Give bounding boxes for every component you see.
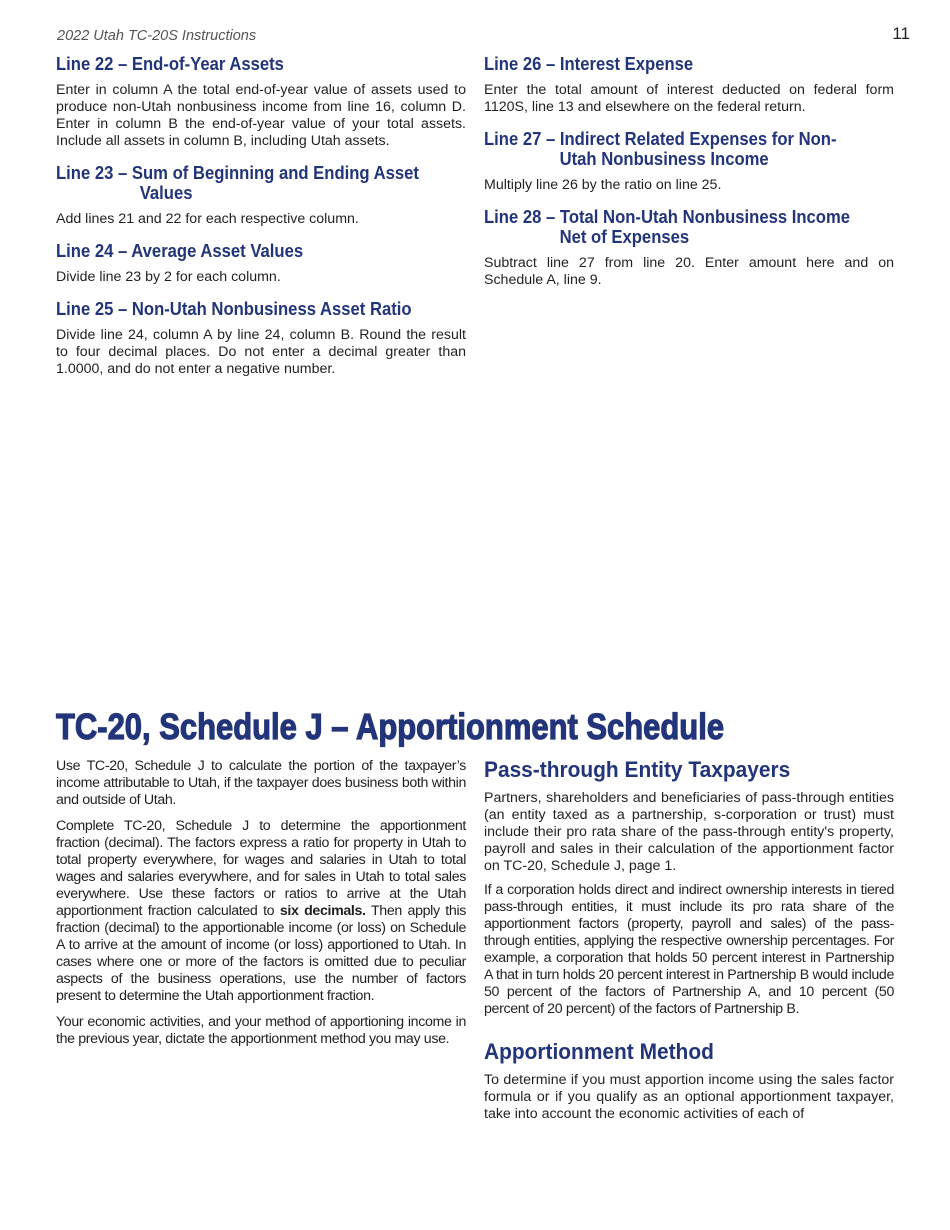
line-28-heading-text: Line 28 – Total Non-Utah Nonbusiness Income <box>484 206 851 227</box>
line-25-text: Divide line 24, column A by line 24, column B. Round the result to four decimal places. Do not enter a decimal greater than 1.0000, and do not enter a negative number. <box>56 327 466 377</box>
line-28-text: Subtract line 27 from line 20. Enter amount here and on Schedule A, line 9. <box>484 255 894 288</box>
line-25-heading: Line 25 – Non-Utah Nonbusiness Asset Ratio <box>56 298 412 319</box>
apportionment-method-heading: Apportionment Method <box>484 1039 714 1064</box>
line-26-heading: Line 26 – Interest Expense <box>484 53 694 74</box>
schedule-j-intro: Use TC-20, Schedule J to calculate the portion of the taxpayer’s income attributable to Utah, if the taxpayer does business both within and outside of Utah. <box>56 758 466 808</box>
page-number: 11 <box>892 24 910 43</box>
schedule-j-economic-activities: Your economic activities, and your method of apportioning income in the previous year, dictate the apportionment method you may use. <box>56 1014 466 1047</box>
pass-through-paragraph-1: Partners, shareholders and beneficiaries of pass-through entities (an entity taxed as a partnership, s-corporation or trust) must include their pro rata share of the pass-through entity's property, payroll and sales in their calculation of the apportionment factor on TC-20, Schedule J, page 1. <box>484 790 894 874</box>
complete-text-2: Then apply this fraction (decimal) to the apportionable income (or loss) on Schedule A to arrive at the amount of income (or loss) apportioned to Utah. In cases where one or more of the factors is omitted due to peculiar aspects of the business operations, use the number of factors present to determine the Utah apportionment fraction. <box>56 903 466 1004</box>
line-28-heading <box>484 207 853 247</box>
line-24-heading: Line 24 – Average Asset Values <box>56 240 304 261</box>
schedule-j-complete-paragraph <box>56 818 466 1005</box>
line-22-heading: Line 22 – End-of-Year Assets <box>56 53 284 74</box>
line-27-heading <box>484 129 853 169</box>
line-22-text: Enter in column A the total end-of-year value of assets used to produce non-Utah nonbusiness income from line 16, column D. Enter in column B the end-of-year value of your total assets. Include all assets in column B, including Utah assets. <box>56 82 466 149</box>
schedule-j-title: TC-20, Schedule J – Apportionment Schedule <box>56 706 725 747</box>
line-27-heading-text: Line 27 – Indirect Related Expenses for Non- <box>484 128 837 149</box>
pass-through-paragraph-2: If a corporation holds direct and indirect ownership interests in tiered pass-through entities, it must include its pro rata share of the apportionment factors (property, payroll and sales) of the pass-through entities, applying the respective ownership percentages. For example, a corporation that holds 50 percent interest in Partnership A that in turn holds 20 percent interest in Partnership B would include 50 percent of the factors of Partnership A, and 10 percent (50 percent of 20 percent) of the factors of Partnership B. <box>484 882 894 1017</box>
complete-text-1: Complete TC-20, Schedule J to determine the apportionment fraction (decimal). The factors express a ratio for property in Utah to total property everywhere, for wages and salaries in Utah to total wages and salaries everywhere, and for sales in Utah to total sales everywhere. Use these factors or ratios to arrive at the Utah apportionment fraction calculated to <box>56 818 466 919</box>
pass-through-heading: Pass-through Entity Taxpayers <box>484 757 791 782</box>
line-23-heading-cont: Values <box>139 182 193 203</box>
line-23-text: Add lines 21 and 22 for each respective column. <box>56 211 359 227</box>
line-23-heading-text: Line 23 – Sum of Beginning and Ending Asset <box>56 162 419 183</box>
top-left-column <box>56 54 466 391</box>
line-24-text: Divide line 23 by 2 for each column. <box>56 269 281 285</box>
schedule-j-left-column <box>56 758 466 1057</box>
line-28-heading-cont: Net of Expenses <box>559 226 690 247</box>
document-title: 2022 Utah TC-20S Instructions <box>57 28 257 44</box>
line-27-heading-cont: Utah Nonbusiness Income <box>559 148 769 169</box>
six-decimals-emphasis: six decimals. <box>279 903 366 919</box>
line-23-heading <box>56 163 425 203</box>
line-27-text: Multiply line 26 by the ratio on line 25. <box>484 177 722 193</box>
apportionment-method-paragraph: To determine if you must apportion income using the sales factor formula or if you qualify as an optional apportionment taxpayer, take into account the economic activities of each of <box>484 1072 894 1122</box>
top-right-column <box>484 54 894 302</box>
line-26-text: Enter the total amount of interest deducted on federal form 1120S, line 13 and elsewhere on the federal return. <box>484 82 894 115</box>
schedule-j-right-column <box>484 758 894 1136</box>
